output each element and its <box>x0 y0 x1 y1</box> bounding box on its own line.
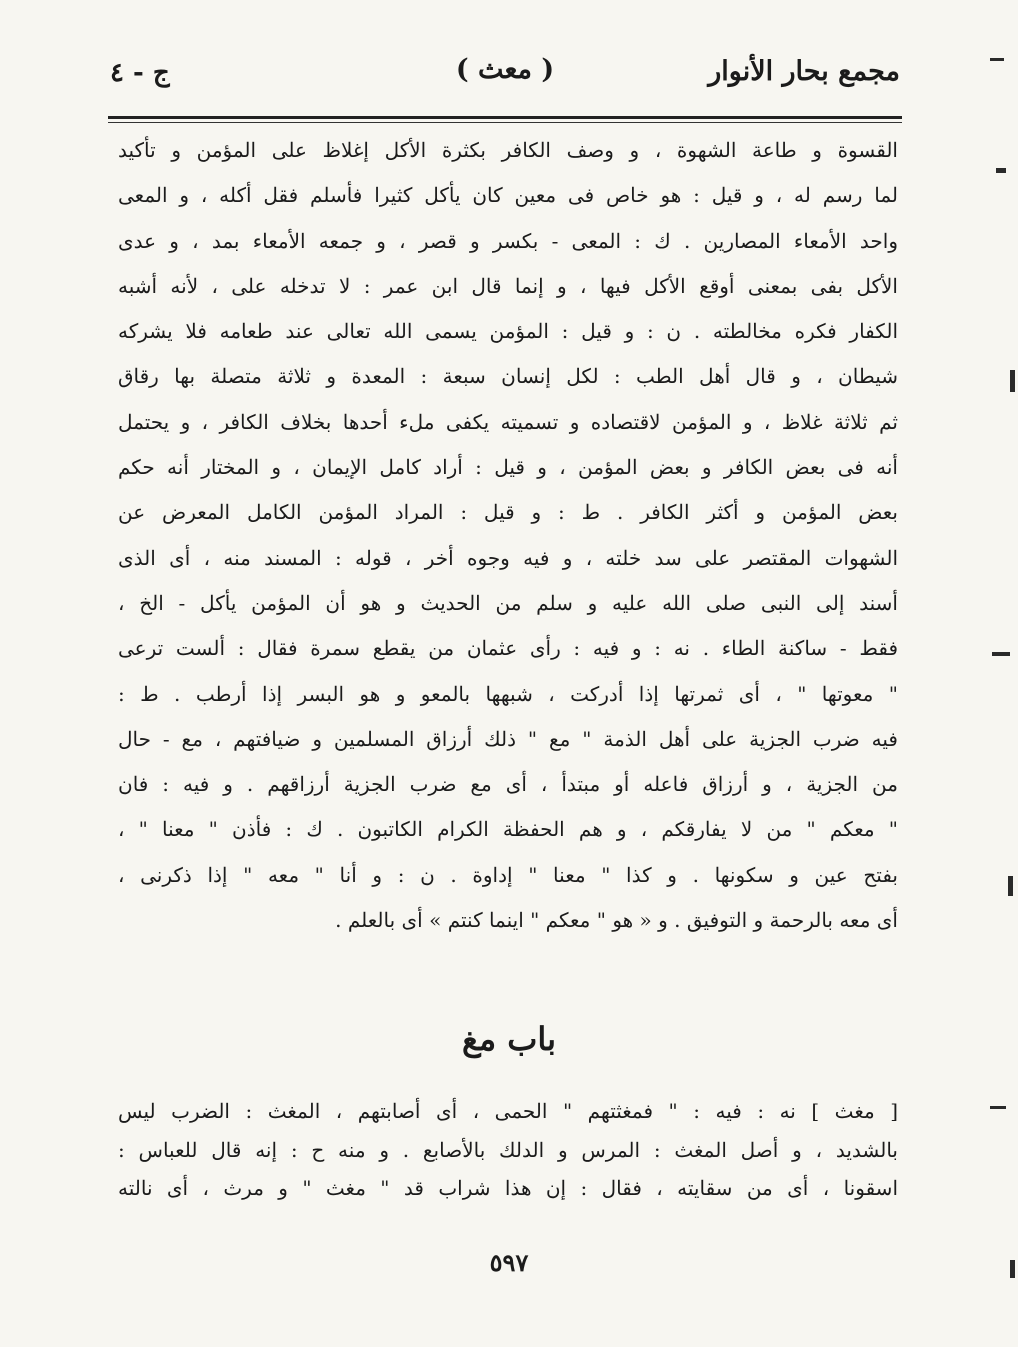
entry-heading: ( معث ) <box>455 54 555 85</box>
scan-mark <box>992 652 1010 656</box>
text-line: ثم ثلاثة غلاظ ، و المؤمن لاقتصاده و تسميته يكفى ملء أحدها بخلاف الكافر ، و يحتمل <box>118 409 898 434</box>
scan-mark <box>990 58 1004 61</box>
scan-mark <box>1008 876 1013 896</box>
text-line: شيطان ، و قال أهل الطب : لكل إنسان سبعة : المعدة و ثلاثة متصلة بها رقاق <box>118 364 898 389</box>
text-line: " معكم " من لا يفارقكم ، و هم الحفظة الكرام الكاتبون . ك : فأذن " معنا " ، <box>118 817 898 842</box>
header-rule-thick <box>108 116 902 119</box>
scan-mark <box>996 168 1006 173</box>
text-line: أى معه بالرحمة و التوفيق . و « هو " معكم " اينما كنتم » أى بالعلم . <box>335 908 898 933</box>
text-line: فيه ضرب الجزية على أهل الذمة " مع " ذلك أرزاق المسلمين و ضيافتهم ، مع - حال <box>118 726 898 751</box>
text-line: الشهوات المقتصر على سد خلته ، و فيه وجوه أخر ، قوله : المسند منه ، أى الذى <box>118 545 898 570</box>
text-line: " معوتها " ، أى ثمرتها إذا أدركت ، شبهها بالمعو و هو البسر إذا أرطب . ط : <box>118 681 898 706</box>
text-line: بعض المؤمن و أكثر الكافر . ط : و قيل : المراد المؤمن الكامل المعرض عن <box>118 500 898 525</box>
section-title: باب مغ <box>461 1020 557 1058</box>
scan-mark <box>990 1106 1006 1109</box>
text-line: واحد الأمعاء المصارين . ك : المعى - بكسر و قصر ، و جمعه الأمعاء بمد ، و عدى <box>118 228 898 253</box>
text-line: اسقونا ، أى من سقايته ، فقال : إن هذا شراب قد " مغث " و مرث ، أى نالته <box>118 1176 898 1200</box>
text-line: الأكل بفى بمعنى أوقع الأكل فيها ، و إنما قال ابن عمر : لا تدخله على ، لأنه أشبه <box>118 273 898 298</box>
text-line: القسوة و طاعة الشهوة ، و وصف الكافر بكثرة الأكل إغلاظ على المؤمن و تأكيد <box>118 138 898 162</box>
text-line: أنه فى بعض الكافر و بعض المؤمن ، و قيل : أراد كامل الإيمان ، و المختار أنه حكم <box>118 455 898 480</box>
page-header <box>110 52 900 102</box>
book-title: مجمع بحار الأنوار <box>708 56 900 87</box>
main-text-block <box>118 128 898 943</box>
text-line: بالشديد ، و أصل المغث : المرس و الدلك بالأصابع . و منه ح : إنه قال للعباس : <box>118 1137 898 1162</box>
text-line: لما رسم له ، و قيل : هو خاص فى معين كان يأكل كثيرا فأسلم فقل أكله ، و المعى <box>118 183 898 208</box>
scan-mark <box>1010 1260 1015 1278</box>
header-rule-thin <box>108 122 902 123</box>
text-line: [ مغث ] نه : فيه : " فمغثتهم " الحمى ، أى أصابتهم ، المغث : الضرب ليس <box>118 1099 898 1123</box>
text-line: فقط - ساكنة الطاء . نه : و فيه : رأى عثمان من يقطع سمرة فقال : ألست ترعى <box>118 636 898 661</box>
text-line: أسند إلى النبى صلى الله عليه و سلم من الحديث و هو أن المؤمن يأكل - الخ ، <box>118 590 898 615</box>
scan-mark <box>1010 370 1015 392</box>
text-line: الكفار فكره مخالطته . ن : و قيل : المؤمن يسمى الله تعالى عند طعامه فلا يشركه <box>118 319 898 344</box>
volume-label: ج - ٤ <box>110 58 170 88</box>
section-text-block <box>118 1092 898 1208</box>
text-line: بفتح عين و سكونها . و كذا " معنا " إداوة . ن : و أنا " معه " إذا ذكرنى ، <box>118 862 898 887</box>
text-line: من الجزية ، و أرزاق فاعله أو مبتدأ ، أى مع ضرب الجزية أرزاقهم . و فيه : فان <box>118 772 898 797</box>
page-number: ٥٩٧ <box>489 1248 529 1277</box>
